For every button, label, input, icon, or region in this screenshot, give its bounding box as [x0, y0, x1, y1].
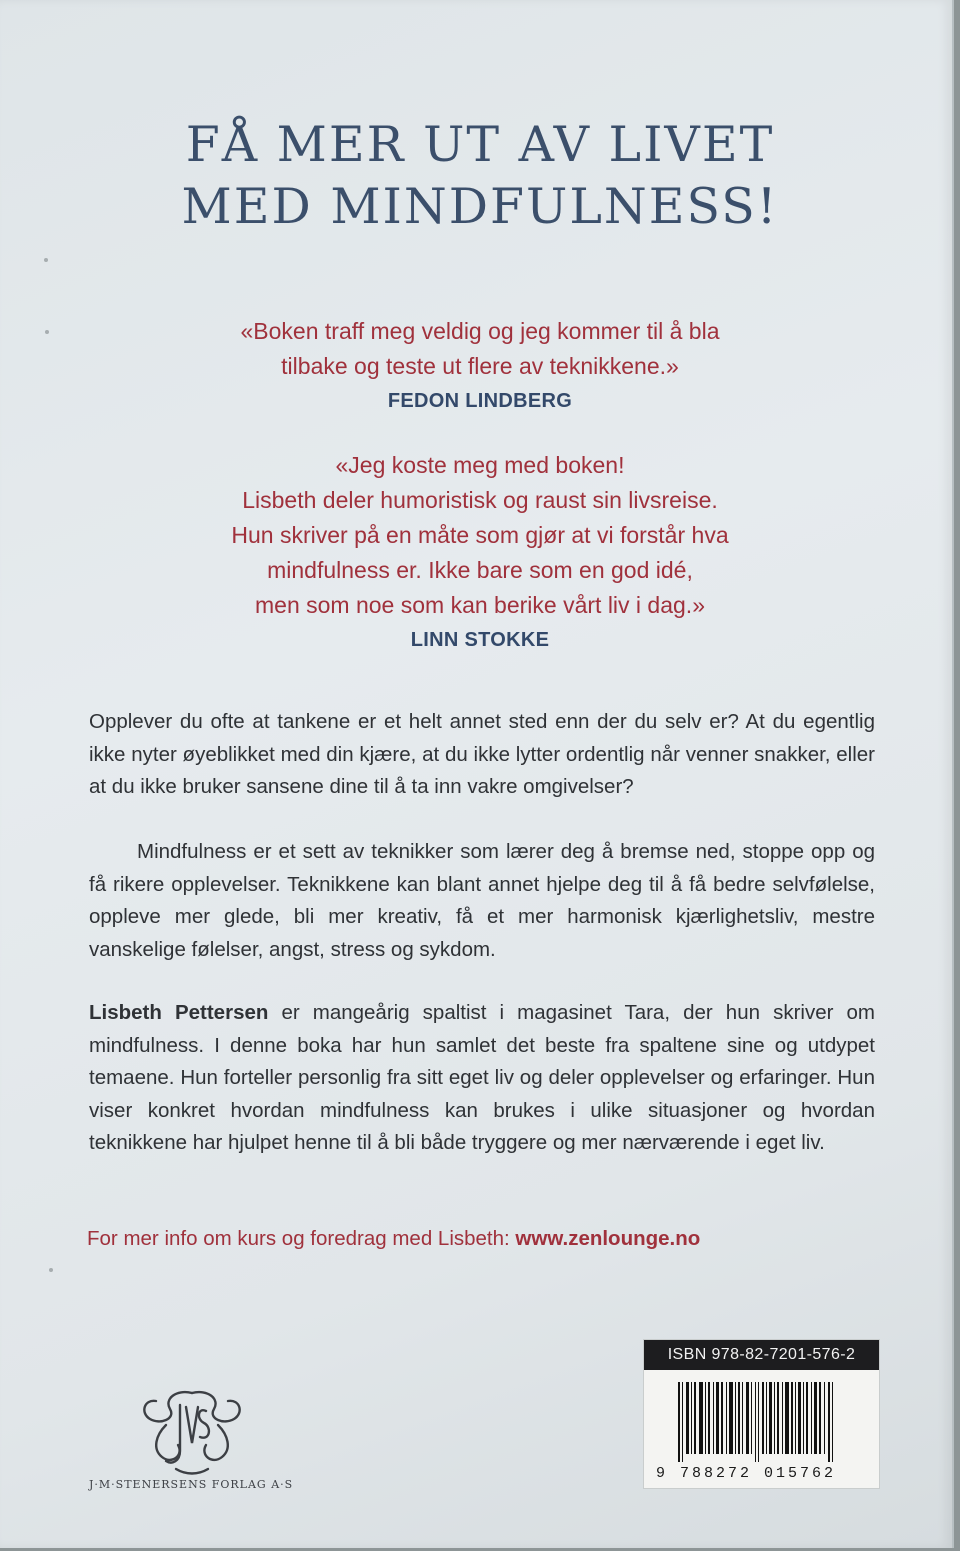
- quote-author: FEDON LINDBERG: [387, 390, 573, 412]
- quote-line: «Boken traff meg veldig og jeg kommer til å bla: [240, 318, 720, 344]
- dust-speck: [49, 1268, 53, 1272]
- quote-line: Hun skriver på en måte som gjør at vi forstår hva: [231, 522, 729, 548]
- dust-speck: [44, 258, 48, 262]
- more-info-text: For mer info om kurs og foredrag med Lisbeth:: [87, 1227, 516, 1250]
- title-line-2: MED MINDFULNESS!: [181, 178, 779, 235]
- author-name: Lisbeth Pettersen: [89, 1001, 269, 1024]
- author-bio-text: er mangeårig spaltist i magasinet Tara, der hun skriver om mindfulness. I denne boka har hun samlet det beste fra spaltene sine og utdypet temaene. Hun forteller personlig fra sitt eget liv og deler opplevelser og erfaringer. Hun viser konkret hvordan mindfulness kan brukes i ulike situasjoner og hvordan teknikkene har hjulpet henne til å bli både tryggere og mer nærværende i eget liv.: [89, 1001, 875, 1154]
- isbn-barcode: [644, 1340, 879, 1488]
- publisher-name: J·M·STENERSENS FORLAG A·S: [89, 1478, 294, 1491]
- barcode-bars: [678, 1382, 848, 1462]
- author-bio: [89, 997, 875, 1160]
- cover-title: [0, 114, 960, 238]
- isbn-label: ISBN 978-82-7201-576-2: [644, 1340, 879, 1370]
- barcode-digits: 9 788272 015762: [656, 1465, 837, 1482]
- quote-line: men som noe som kan berike vårt liv i dag.»: [255, 592, 705, 618]
- review-quote-1: [0, 314, 960, 418]
- website-link: www.zenlounge.no: [515, 1227, 701, 1250]
- description-paragraph-1: Opplever du ofte at tankene er et helt annet sted enn der du selv er? At du egentlig ikke nyter øyeblikket med din kjære, at du ikke lytter ordentlig når venner snakker, eller at du ikke bruker sansene dine til å ta inn vakre omgivelser?: [89, 710, 875, 798]
- review-quote-2: [0, 448, 960, 657]
- quote-line: Lisbeth deler humoristisk og raust sin livsreise.: [242, 487, 718, 513]
- quote-author: LINN STOKKE: [410, 629, 550, 651]
- description-paragraph-2: Mindfulness er et sett av teknikker som lærer deg å bremse ned, stoppe opp og få rikere opplevelser. Teknikkene kan blant annet hjelpe deg til å få bedre selvfølelse, oppleve mer glede, bli mer kreativ, få et mer harmonisk kjærlighetsliv, mestre vanskelige følelser, angst, stress og sykdom.: [89, 840, 875, 961]
- more-info-line: [87, 1223, 887, 1255]
- quote-line: «Jeg koste meg med boken!: [335, 452, 625, 478]
- quote-line: tilbake og teste ut flere av teknikkene.»: [281, 353, 679, 379]
- dust-speck: [45, 330, 49, 334]
- quote-line: mindfulness er. Ikke bare som en god idé,: [267, 557, 693, 583]
- jms-monogram-icon: [136, 1385, 248, 1477]
- title-line-1: FÅ MER UT AV LIVET: [185, 116, 775, 173]
